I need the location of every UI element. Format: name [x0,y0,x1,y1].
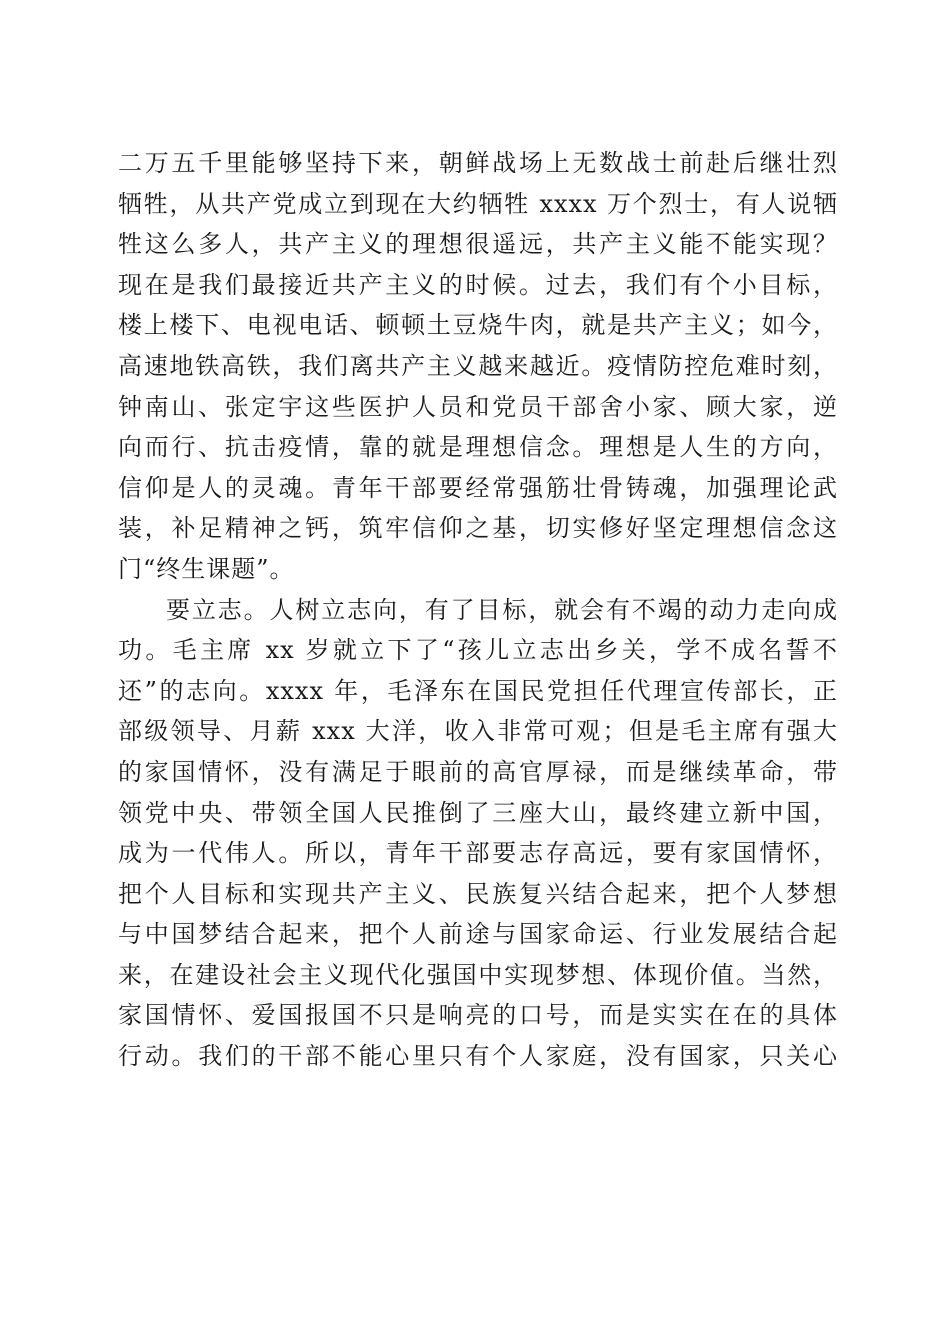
text-line: 现在是我们最接近共产主义的时候。过去，我们有个小目标， [118,270,838,299]
text-line: 与中国梦结合起来，把个人前途与国家命运、行业发展结合起 [118,920,838,949]
text-line: 功。毛主席 xx 岁就立下了“孩儿立志出乡关，学不成名誓不 [118,636,838,665]
text-line: 要立志。人树立志向，有了目标，就会有不竭的动力走向成 [166,595,838,624]
text-line: 成为一代伟人。所以，青年干部要志存高远，要有家国情怀， [118,839,838,868]
text-line: 钟南山、张定宇这些医护人员和党员干部舍小家、顾大家，逆 [118,392,838,421]
text-line: 楼上楼下、电视电话、顿顿土豆烧牛肉，就是共产主义；如今， [118,311,838,340]
text-line: 向而行、抗击疫情，靠的就是理想信念。理想是人生的方向， [118,433,838,462]
text-line: 把个人目标和实现共产主义、民族复兴结合起来，把个人梦想 [118,879,838,908]
paragraph-ambition [118,590,838,1077]
text-line: 来，在建设社会主义现代化强国中实现梦想、体现价值。当然， [118,960,838,989]
text-line: 行动。我们的干部不能心里只有个人家庭，没有国家，只关心 [118,1042,838,1071]
paragraph-ideals [118,143,838,590]
text-line: 还”的志向。xxxx 年，毛泽东在国民党担任代理宣传部长，正 [118,676,838,705]
text-line: 的家国情怀，没有满足于眼前的高官厚禄，而是继续革命，带 [118,757,838,786]
text-line: 门“终生课题”。 [118,554,295,583]
text-line: 信仰是人的灵魂。青年干部要经常强筋壮骨铸魂，加强理论武 [118,473,838,502]
text-line: 高速地铁高铁，我们离共产主义越来越近。疫情防控危难时刻， [118,351,838,380]
text-line: 二万五千里能够坚持下来，朝鲜战场上无数战士前赴后继壮烈 [118,149,838,177]
body-text [118,143,838,1077]
text-line: 家国情怀、爱国报国不只是响亮的口号，而是实实在在的具体 [118,1001,838,1030]
text-line: 牺牲，从共产党成立到现在大约牺牲 xxxx 万个烈士，有人说牺 [118,189,838,218]
text-line: 装，补足精神之钙，筑牢信仰之基，切实修好坚定理想信念这 [118,514,838,543]
text-line: 领党中央、带领全国人民推倒了三座大山，最终建立新中国， [118,798,838,827]
text-line: 部级领导、月薪 xxx 大洋，收入非常可观；但是毛主席有强大 [118,717,838,746]
text-line: 牲这么多人，共产主义的理想很遥远，共产主义能不能实现？ [118,230,838,259]
